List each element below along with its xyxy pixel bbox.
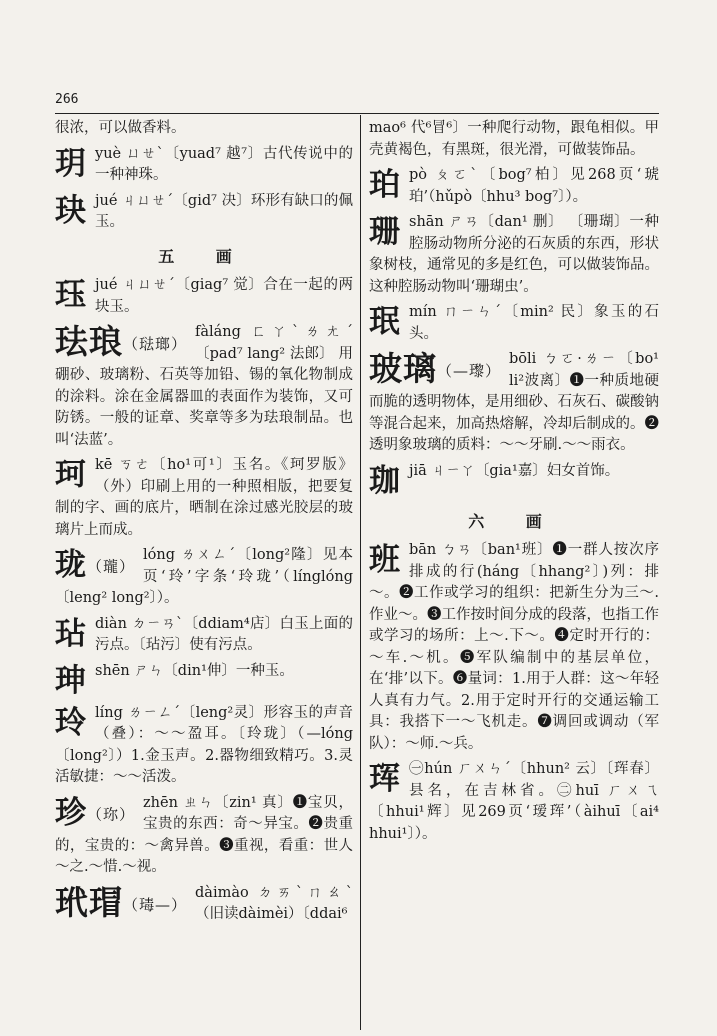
entry-definition: dàimào ㄉㄞˋㄇㄠˋ（旧读dàimèi）〔ddai⁶ xyxy=(195,884,353,922)
column-divider xyxy=(360,115,361,1030)
entry-definition: jué ㄐㄩㄝˊ〔gid⁷ 决〕环形有缺口的佩玉。 xyxy=(95,192,353,230)
continuation-text: 很浓，可以做香料。 xyxy=(55,120,186,136)
dictionary-entry xyxy=(369,212,659,298)
dictionary-entry xyxy=(55,191,353,234)
right-column xyxy=(369,118,659,845)
dictionary-entry xyxy=(55,614,353,657)
entry-definition: fàláng ㄈㄚˋㄌㄤˊ〔pad⁷ lang² 法郎〕 用硼砂、玻璃粉、石英等加铅、锡的氧化物制成的涂料。涂在金属器皿的表面作为装饰，又可防锈。一般的证章、奖章等多为珐琅制品。也叫‘法蓝’。 xyxy=(55,324,353,448)
entry-headword: 珅 xyxy=(55,662,87,699)
entry-headword: 珏 xyxy=(55,277,87,313)
entry-headword: 珍（珎） xyxy=(55,794,136,831)
dictionary-entry xyxy=(55,661,353,699)
entry-headword: 玻璃（—瓈） xyxy=(369,349,502,388)
entry-list xyxy=(369,165,659,499)
dictionary-entry xyxy=(369,349,659,457)
entry-headword: 玲 xyxy=(55,704,87,741)
dictionary-entry xyxy=(55,455,353,541)
header-rule xyxy=(55,113,659,114)
entry-list xyxy=(369,540,659,845)
entry-headword: 珊 xyxy=(369,214,401,250)
dictionary-entry xyxy=(369,759,659,845)
entry-headword: 珂 xyxy=(55,457,87,493)
dictionary-entry xyxy=(55,275,353,318)
entry-definition: bān ㄅㄢ〔ban¹班〕❶一群人按次序排成的行(háng〔hhang²〕)列：排～。❷工作或学习的组织：把新生分为三～.作业～。❸工作按时间分成的段落，也指工作或学习的场所：上～.下～。❹定时开行的：～车.～机。❺军队编制中的基层单位，在‘排’以下。❻量词：1.用于人群：这～年轻人真有力气。2.用于定时开行的交通运输工具：我搭下一～飞机走。❼调回或调动（军队）：～师.～兵。 xyxy=(369,542,659,752)
entry-definition: jiā ㄐㄧㄚ〔gia¹嘉〕妇女首饰。 xyxy=(409,462,620,479)
entry-variant: （—瓈） xyxy=(437,362,502,380)
entry-definition: mín ㄇㄧㄣˊ〔min² 民〕象玉的石头。 xyxy=(409,304,659,342)
dictionary-entry xyxy=(55,322,353,451)
entry-headword: 珉 xyxy=(369,304,401,340)
dictionary-entry xyxy=(369,461,659,499)
entry-definition: shēn ㄕㄣ〔din¹伸〕一种玉。 xyxy=(95,662,294,679)
entry-list xyxy=(55,144,353,234)
entry-headword: 珀 xyxy=(369,167,401,203)
entry-definition: diàn ㄉㄧㄢˋ〔ddiam⁴店〕白玉上面的污点。〔玷污〕使有污点。 xyxy=(95,615,353,653)
entry-definition: shān ㄕㄢ〔dan¹ 删〕 〔珊瑚〕一种腔肠动物所分泌的石灰质的东西，形状象树枝，通常见的多是红色，可以做装饰品。这种腔肠动物叫‘珊瑚虫’。 xyxy=(369,214,659,295)
entry-headword: 珲 xyxy=(369,761,401,797)
entry-definition: pò ㄆㄛˋ〔bog⁷柏〕见268页‘琥珀’（hǔpò〔hhu³ bog⁷〕）。 xyxy=(409,167,659,205)
entry-headword: 玥 xyxy=(55,145,87,182)
entry-definition: líng ㄌㄧㄥˊ〔leng²灵〕形容玉的声音（叠）：～～盈耳。〔玲珑〕（—lóng〔long²〕）1.金玉声。2.器物细致精巧。3.灵活敏捷：～～活泼。 xyxy=(55,704,353,785)
entry-headword: 珐琅（琺瑯） xyxy=(55,322,188,361)
entry-headword: 玦 xyxy=(55,192,87,229)
continuation-text: mao⁶ 代⁶冒⁶〕一种爬行动物，跟龟相似。甲壳黄褐色，有黑斑，很光滑，可做装饰品。 xyxy=(369,120,659,158)
entry-definition: yuè ㄩㄝˋ〔yuad⁷ 越⁷〕古代传说中的一种神珠。 xyxy=(95,145,353,183)
dictionary-entry xyxy=(55,703,353,789)
entry-headword: 玷 xyxy=(55,615,87,652)
entry-variant: （瑇—） xyxy=(123,895,188,914)
dictionary-entry xyxy=(55,793,353,879)
entry-variant: （瓏） xyxy=(87,557,136,576)
entry-definition: zhēn ㄓㄣ〔zin¹ 真〕❶宝贝，宝贵的东西：奇～异宝。❷贵重的，宝贵的：～禽异兽。❸重视，看重：世人～之.～惜.～视。 xyxy=(55,794,353,875)
entry-definition: jué ㄐㄩㄝˊ〔giag⁷ 觉〕合在一起的两块玉。 xyxy=(95,277,353,315)
section-heading-six: 六 画 xyxy=(468,511,560,531)
entry-variant: （琺瑯） xyxy=(123,335,188,353)
entry-definition: kē ㄎㄜ〔ho¹可¹〕玉名。《珂罗版》（外）印刷上用的一种照相版，把要复制的字、画的底片，晒制在涂过感光胶层的玻璃片上而成。 xyxy=(55,457,353,538)
page-number: 266 xyxy=(55,92,79,107)
entry-definition: ㊀hún ㄏㄨㄣˊ〔hhun² 云〕〔珲春〕县名，在吉林省。㊁huī ㄏㄨㄟ〔hhui¹辉〕见269页‘瑷珲’（àihuī〔ai⁴ hhui¹〕）。 xyxy=(369,761,659,842)
entry-headword: 珑（瓏） xyxy=(55,547,136,583)
dictionary-entry xyxy=(55,144,353,187)
dictionary-entry xyxy=(55,545,353,610)
left-column xyxy=(55,118,353,926)
section-heading-five: 五 画 xyxy=(158,246,250,266)
dictionary-entry xyxy=(55,883,353,926)
entry-variant: （珎） xyxy=(87,805,136,823)
entry-definition: lóng ㄌㄨㄥˊ〔long²隆〕见本页‘玲’字条‘玲珑’（línglóng〔leng² long²〕）。 xyxy=(55,547,353,606)
entry-headword: 珈 xyxy=(369,462,401,499)
dictionary-entry xyxy=(369,540,659,755)
entry-list xyxy=(55,275,353,926)
entry-headword: 班 xyxy=(369,542,401,578)
dictionary-entry xyxy=(369,165,659,208)
entry-headword: 玳瑁（瑇—） xyxy=(55,882,188,922)
dictionary-entry xyxy=(369,302,659,345)
entry-definition: bōli ㄅㄛ·ㄌㄧ〔bo¹ li²波离〕❶一种质地硬而脆的透明物体，是用细砂、石灰石、碳酸钠等混合起来，加高热熔解，冷却后制成的。❷透明象玻璃的质料：～～牙刷.～～雨衣。 xyxy=(369,351,659,453)
